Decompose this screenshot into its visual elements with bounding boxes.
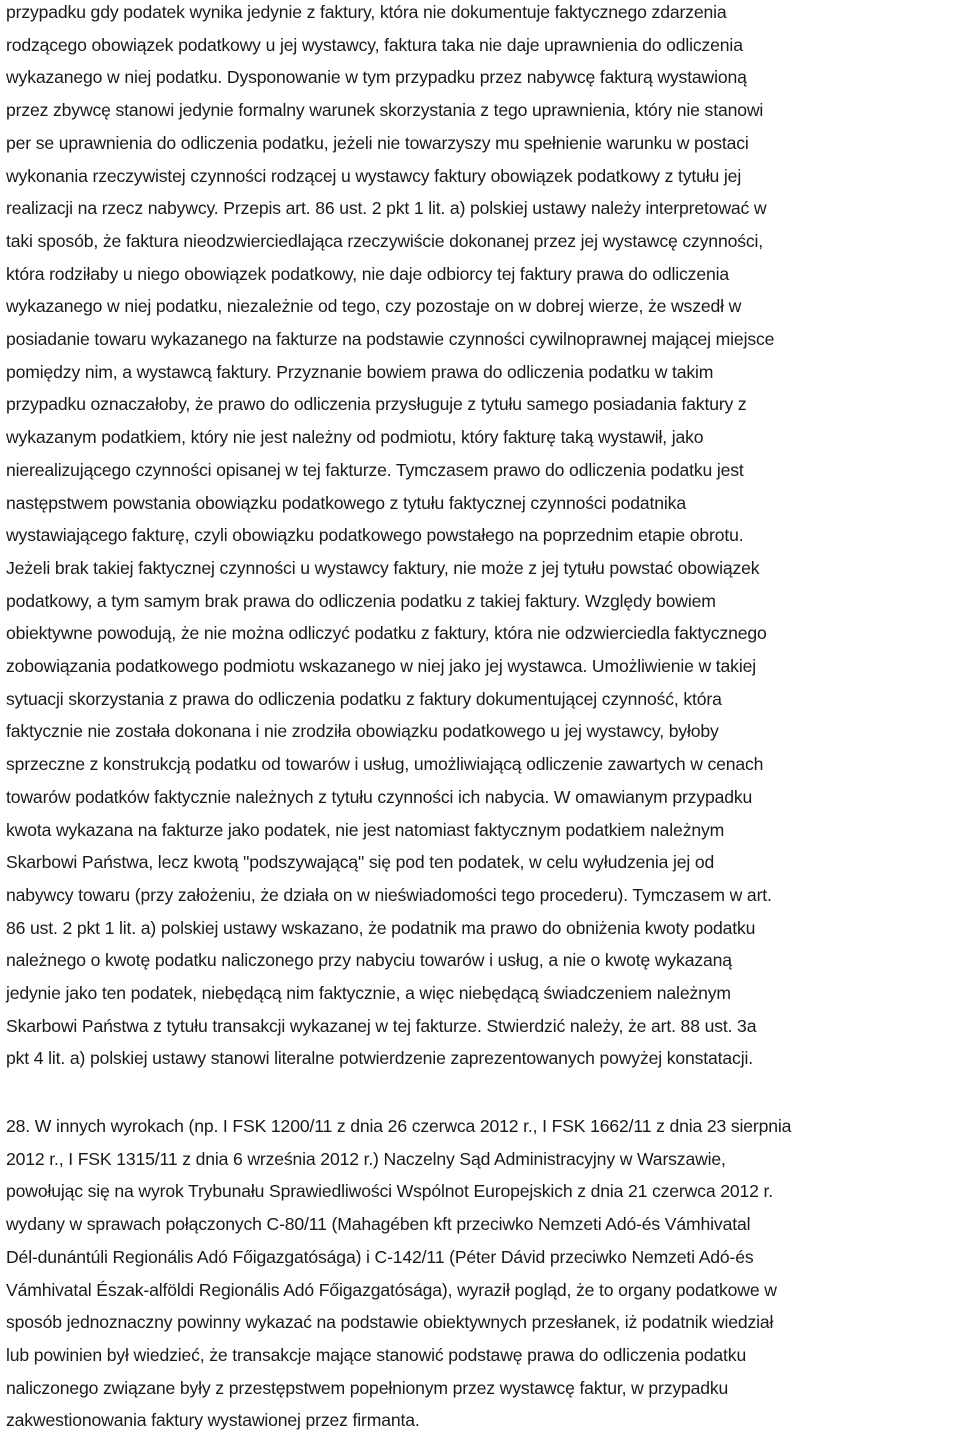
text-line: Jeżeli brak takiej faktycznej czynności u wystawcy faktury, nie może z jej tytułu powstać obowiązek bbox=[6, 557, 760, 578]
text-line: lub powinien był wiedzieć, że transakcje mające stanowić podstawę prawa do odliczenia podatku bbox=[6, 1344, 747, 1365]
text-line: Skarbowi Państwa z tytułu transakcji wykazanej w tej fakturze. Stwierdzić należy, że art. 88 ust. 3a bbox=[6, 1015, 757, 1036]
text-line: per se uprawnienia do odliczenia podatku, jeżeli nie towarzyszy mu spełnienie warunku w postaci bbox=[6, 132, 749, 153]
text-line: podatkowy, a tym samym brak prawa do odliczenia podatku z takiej faktury. Względy bowiem bbox=[6, 590, 716, 611]
text-line: obiektywne powodują, że nie można odliczyć podatku z faktury, która nie odzwierciedla faktycznego bbox=[6, 623, 767, 644]
text-line: powołując się na wyrok Trybunału Sprawiedliwości Wspólnot Europejskich z dnia 21 czerwca 2012 r. bbox=[6, 1181, 773, 1202]
text-line: Vámhivatal Észak-alföldi Regionális Adó Főigazgatósága), wyraził pogląd, że to organy podatkowe w bbox=[6, 1279, 777, 1300]
text-line: sytuacji skorzystania z prawa do odliczenia podatku z faktury dokumentującej czynność, która bbox=[6, 688, 722, 709]
text-line: wykazanym podatkiem, który nie jest należny od podmiotu, który fakturę taką wystawił, jako bbox=[6, 427, 704, 448]
text-line: sposób jednoznaczny powinny wykazać na podstawie obiektywnych przesłanek, iż podatnik wiedział bbox=[6, 1312, 774, 1333]
text-line: przypadku oznaczałoby, że prawo do odliczenia przysługuje z tytułu samego posiadania faktury z bbox=[6, 394, 747, 415]
text-line: należnego o kwotę podatku naliczonego przy nabyciu towarów i usług, a nie o kwotę wykazaną bbox=[6, 950, 732, 971]
text-line: pomiędzy nim, a wystawcą faktury. Przyznanie bowiem prawa do odliczenia podatku w takim bbox=[6, 361, 714, 382]
text-line: zakwestionowania faktury wystawionej przez firmanta. bbox=[6, 1410, 420, 1431]
text-line: przez zbywcę stanowi jedynie formalny warunek skorzystania z tego uprawnienia, który nie stanowi bbox=[6, 100, 764, 121]
text-line: faktycznie nie została dokonana i nie zrodziła obowiązku podatkowego u jej wystawcy, byłoby bbox=[6, 721, 719, 742]
text-line: wykazanego w niej podatku, niezależnie od tego, czy pozostaje on w dobrej wierze, że wszedł w bbox=[6, 296, 742, 317]
text-line: nabywcy towaru (przy założeniu, że działa on w nieświadomości tego procederu). Tymczasem w art. bbox=[6, 884, 772, 905]
text-line: 86 ust. 2 pkt 1 lit. a) polskiej ustawy wskazano, że podatnik ma prawo do obniżenia kwoty podatku bbox=[6, 917, 756, 938]
text-line: towarów podatków faktycznie należnych z tytułu czynności ich nabycia. W omawianym przypadku bbox=[6, 786, 753, 807]
text-line: sprzeczne z konstrukcją podatku od towarów i usług, umożliwiającą odliczenie zawartych w cenach bbox=[6, 754, 764, 775]
text-line: taki sposób, że faktura nieodzwierciedlająca rzeczywiście dokonanej przez jej wystawcę czynności, bbox=[6, 230, 763, 251]
text-line: która rodziłaby u niego obowiązek podatkowy, nie daje odbiorcy tej faktury prawa do odliczenia bbox=[6, 263, 729, 284]
text-line: zobowiązania podatkowego podmiotu wskazanego w niej jako jej wystawca. Umożliwienie w takiej bbox=[6, 656, 756, 676]
text-line: realizacji na rzecz nabywcy. Przepis art. 86 ust. 2 pkt 1 lit. a) polskiej ustawy należy interpretować w bbox=[6, 198, 767, 219]
text-line: rodzącego obowiązek podatkowy u jej wystawcy, faktura taka nie daje uprawnienia do odliczenia bbox=[6, 34, 743, 55]
text-line: jedynie jako ten podatek, niebędącą nim faktycznie, a więc niebędącą świadczeniem należnym bbox=[6, 983, 731, 1003]
text-line: naliczonego związane były z przestępstwem popełnionym przez wystawcę faktur, w przypadku bbox=[6, 1377, 729, 1398]
text-line: wydany w sprawach połączonych C-80/11 (Mahagében kft przeciwko Nemzeti Adó-és Vámhivatal bbox=[6, 1214, 751, 1235]
text-line: posiadanie towaru wykazanego na fakturze na podstawie czynności cywilnoprawnej mającej miejsce bbox=[6, 329, 775, 349]
text-line: 2012 r., I FSK 1315/11 z dnia 6 września 2012 r.) Naczelny Sąd Administracyjny w Warszawie, bbox=[6, 1148, 726, 1169]
text-line: kwota wykazana na fakturze jako podatek, nie jest natomiast faktycznym podatkiem należnym bbox=[6, 819, 725, 840]
text-line: wystawiającego fakturę, czyli obowiązku podatkowego powstałego na poprzednim etapie obrotu. bbox=[6, 525, 744, 546]
text-line: wykonania rzeczywistej czynności rodzącej u wystawcy faktury obowiązek podatkowy z tytułu jej bbox=[6, 165, 742, 186]
text-line: 28. W innych wyrokach (np. I FSK 1200/11 z dnia 26 czerwca 2012 r., I FSK 1662/11 z dnia 23 sierpnia bbox=[6, 1116, 792, 1136]
text-line: Dél-dunántúli Regionális Adó Főigazgatósága) i C-142/11 (Péter Dávid przeciwko Nemzeti Adó-és bbox=[6, 1246, 754, 1267]
text-line: przypadku gdy podatek wynika jedynie z faktury, która nie dokumentuje faktycznego zdarzenia bbox=[6, 2, 727, 22]
text-line: Skarbowi Państwa, lecz kwotą "podszywającą" się pod ten podatek, w celu wyłudzenia jej od bbox=[6, 852, 715, 873]
text-line: nierealizującego czynności opisanej w tej fakturze. Tymczasem prawo do odliczenia podatku jest bbox=[6, 459, 744, 480]
text-line: pkt 4 lit. a) polskiej ustawy stanowi literalne potwierdzenie zaprezentowanych powyżej konstatacji. bbox=[6, 1048, 753, 1069]
text-line: wykazanego w niej podatku. Dysponowanie w tym przypadku przez nabywcę fakturą wystawioną bbox=[6, 67, 747, 88]
text-line: następstwem powstania obowiązku podatkowego z tytułu faktycznej czynności podatnika bbox=[6, 492, 686, 513]
